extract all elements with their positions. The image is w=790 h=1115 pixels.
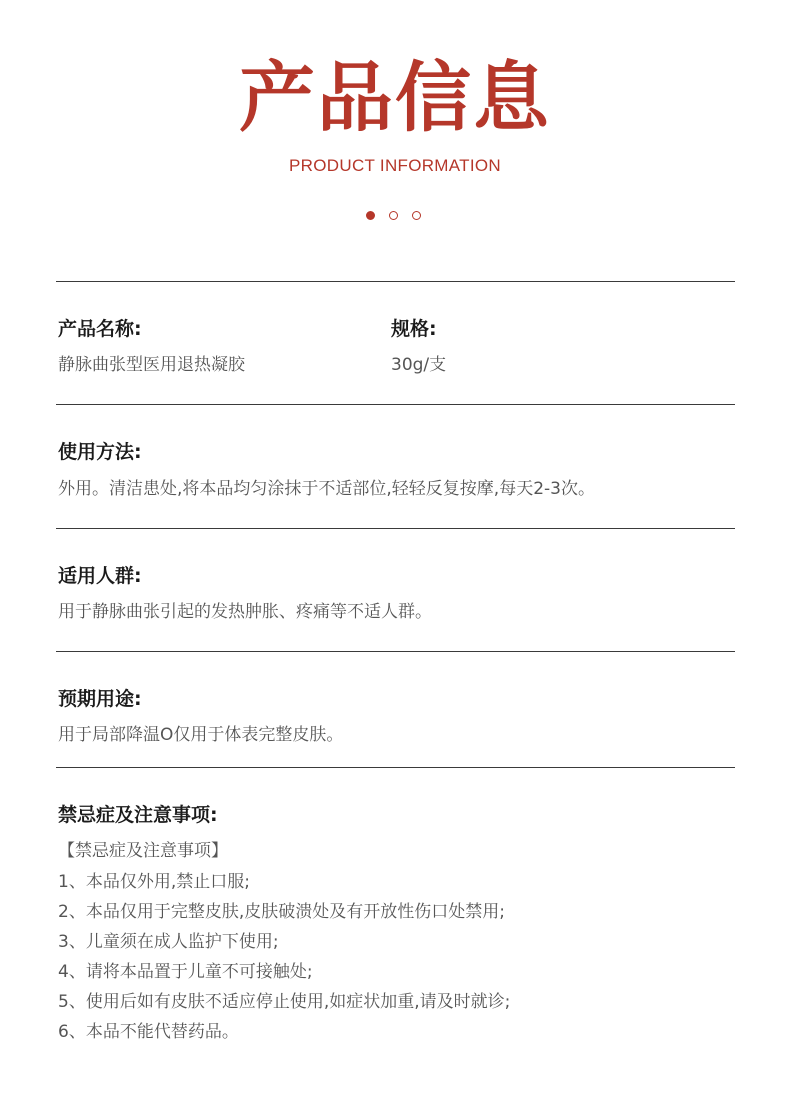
list-item: 3、儿童须在成人监护下使用; — [58, 932, 279, 952]
divider — [56, 767, 735, 768]
spec-label: 规格: — [391, 318, 437, 340]
list-item: 4、请将本品置于儿童不可接触处; — [58, 962, 313, 982]
divider — [56, 404, 735, 405]
contraindications-heading: 【禁忌症及注意事项】 — [58, 841, 228, 861]
indicator-dot-active — [366, 211, 375, 220]
divider — [56, 651, 735, 652]
list-item: 5、使用后如有皮肤不适应停止使用,如症状加重,请及时就诊; — [58, 992, 511, 1012]
indicator-dot — [412, 211, 421, 220]
page-subtitle: PRODUCT INFORMATION — [289, 156, 501, 175]
usage-label: 使用方法: — [58, 441, 142, 463]
audience-value: 用于静脉曲张引起的发热肿胀、疼痛等不适人群。 — [58, 602, 432, 622]
page-indicator — [366, 209, 426, 221]
purpose-label: 预期用途: — [58, 688, 142, 710]
list-item: 2、本品仅用于完整皮肤,皮肤破溃处及有开放性伤口处禁用; — [58, 902, 505, 922]
page-title: 产品信息 — [239, 53, 551, 142]
divider — [56, 281, 735, 282]
spec-value: 30g/支 — [391, 355, 447, 375]
usage-value: 外用。清洁患处,将本品均匀涂抹于不适部位,轻轻反复按摩,每天2-3次。 — [58, 479, 595, 499]
list-item: 6、本品不能代替药品。 — [58, 1022, 239, 1042]
list-item: 1、本品仅外用,禁止口服; — [58, 872, 250, 892]
divider — [56, 528, 735, 529]
contraindications-label: 禁忌症及注意事项: — [58, 804, 218, 826]
product-name-label: 产品名称: — [58, 318, 142, 340]
audience-label: 适用人群: — [58, 565, 142, 587]
product-name-value: 静脉曲张型医用退热凝胶 — [58, 355, 245, 375]
purpose-value: 用于局部降温O仅用于体表完整皮肤。 — [58, 725, 344, 745]
indicator-dot — [389, 211, 398, 220]
